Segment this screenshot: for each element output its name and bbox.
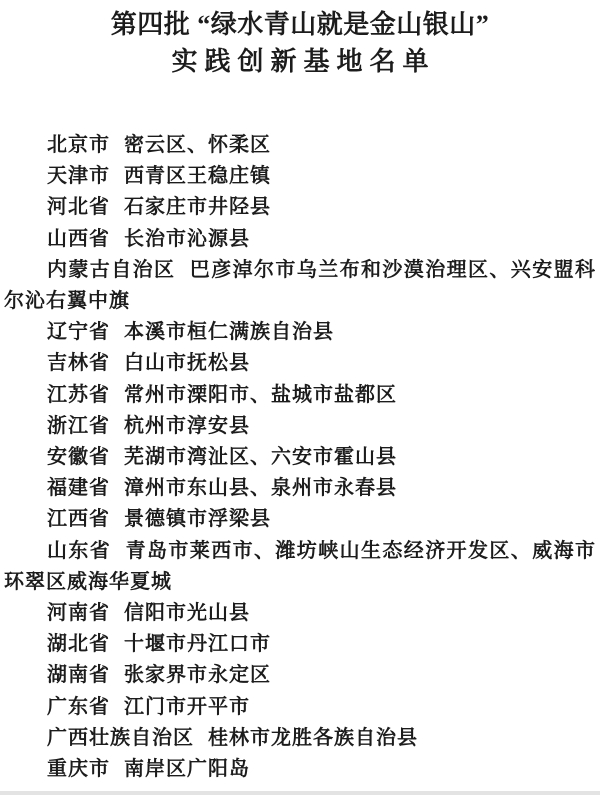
region-list: 芜湖市湾沚区、六安市霍山县 [124, 446, 397, 469]
page-bottom-edge [0, 791, 600, 795]
region-list: 巴彦淖尔市乌兰布和沙漠治理区、兴安盟科尔沁右翼中旗 [4, 258, 597, 313]
province-name: 山东省 [47, 539, 112, 562]
list-item [4, 660, 596, 691]
region-list: 南岸区广阳岛 [124, 758, 250, 781]
list-item [4, 723, 596, 754]
province-name: 广东省 [47, 695, 110, 718]
province-name: 北京市 [47, 134, 110, 156]
province-name: 江苏省 [47, 383, 110, 406]
province-name: 河北省 [47, 196, 110, 219]
province-name: 福建省 [47, 477, 110, 500]
province-name: 山西省 [47, 227, 110, 250]
list-item [4, 348, 596, 379]
list-item [4, 224, 596, 255]
region-list: 桂林市龙胜各族自治县 [208, 726, 418, 749]
region-list: 密云区、怀柔区 [124, 134, 271, 156]
region-list: 长治市沁源县 [124, 227, 250, 250]
province-name: 内蒙古自治区 [47, 258, 176, 281]
list-item [4, 317, 596, 348]
province-name: 广西壮族自治区 [47, 726, 194, 749]
region-list: 青岛市莱西市、潍坊峡山生态经济开发区、威海市环翠区威海华夏城 [4, 539, 597, 593]
list-item [4, 192, 596, 223]
province-name: 湖南省 [47, 664, 110, 687]
list-item [4, 161, 596, 192]
region-list: 景德镇市浮梁县 [124, 508, 271, 531]
region-list: 白山市抚松县 [124, 352, 250, 375]
region-list: 十堰市丹江口市 [124, 633, 271, 656]
region-list: 常州市溧阳市、盐城市盐都区 [124, 383, 397, 406]
province-name: 江西省 [47, 508, 110, 531]
document-title-line2: 实践创新基地名单 [171, 47, 436, 76]
region-list: 石家庄市井陉县 [124, 196, 271, 219]
list-item [4, 411, 596, 442]
list-item [4, 473, 596, 504]
region-list: 杭州市淳安县 [124, 414, 250, 437]
list-item [4, 598, 596, 629]
region-list: 本溪市桓仁满族自治县 [124, 321, 334, 344]
province-name: 浙江省 [47, 414, 110, 437]
province-name: 天津市 [47, 165, 110, 188]
province-name: 吉林省 [47, 352, 110, 375]
list-item [4, 504, 596, 535]
list-item [4, 629, 596, 660]
document-title-line1: 第四批 “绿水青山就是金山银山” [110, 10, 490, 39]
province-name: 湖北省 [47, 633, 110, 656]
region-list: 漳州市东山县、泉州市永春县 [124, 477, 397, 500]
list-item [4, 754, 596, 785]
province-name: 重庆市 [47, 758, 110, 781]
province-name: 辽宁省 [47, 321, 110, 344]
list-item [4, 380, 596, 411]
list-item [4, 692, 596, 723]
list-item [4, 130, 596, 161]
base-list [4, 130, 596, 785]
list-item [4, 536, 596, 598]
province-name: 河南省 [47, 602, 110, 625]
region-list: 信阳市光山县 [124, 602, 250, 625]
list-item [4, 255, 596, 317]
list-item [4, 442, 596, 473]
province-name: 安徽省 [47, 446, 110, 469]
region-list: 江门市开平市 [124, 695, 250, 718]
region-list: 西青区王稳庄镇 [124, 165, 271, 188]
region-list: 张家界市永定区 [124, 664, 271, 687]
